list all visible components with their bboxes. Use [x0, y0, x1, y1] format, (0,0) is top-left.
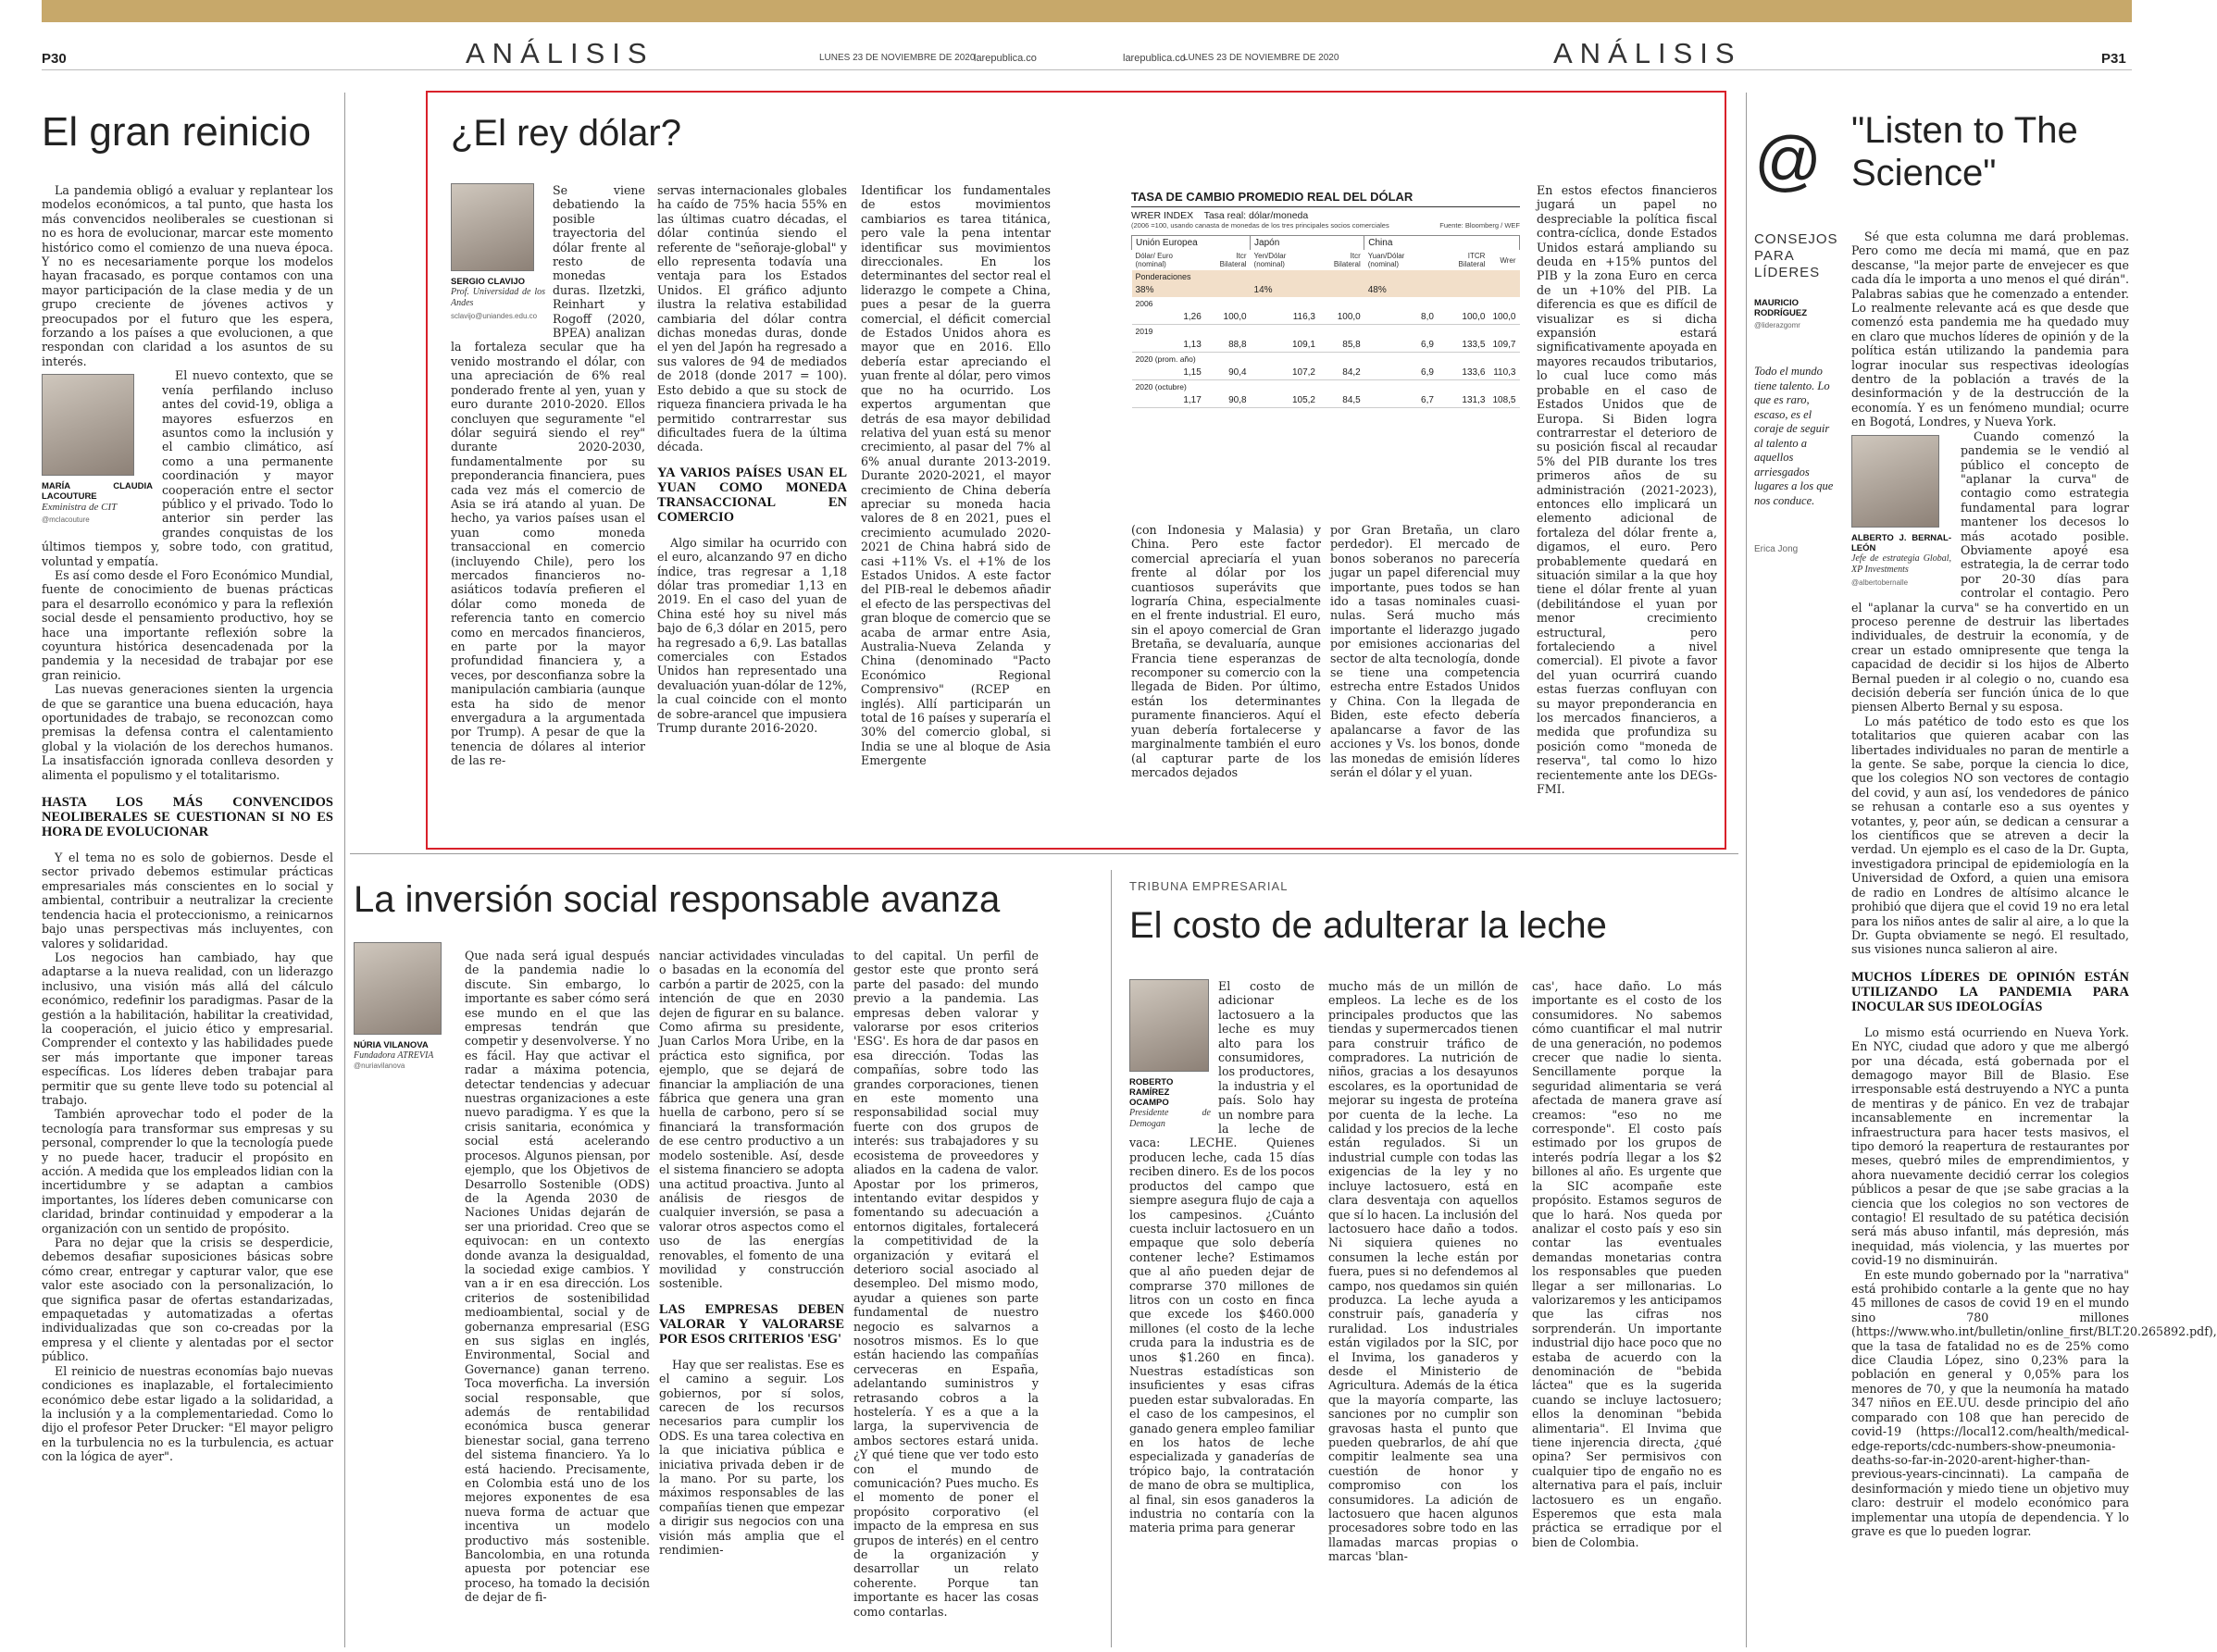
consejos-handle[interactable]: @liderazgomr	[1754, 321, 1800, 329]
fx-cell: 1,26	[1183, 312, 1202, 322]
date-left: LUNES 23 DE NOVIEMBRE DE 2020	[819, 53, 976, 63]
fx-col-header-row: Dólar/ Euro (nominal) Itcr Bilateral Yen/Dólar (nominal) Itcr Bilateral Yuan/Dólar (nominal) ITCR Bilateral Wrer	[1135, 252, 1516, 268]
author-photo	[1129, 979, 1209, 1072]
fx-index-line: WRER INDEX Tasa real: dólar/moneda	[1131, 210, 1309, 221]
author-box-ramirez: ROBERTO RAMÍREZ OCAMPO Presidente de Demogan	[1129, 979, 1211, 1130]
fx-note-line: (2006 =100, usando canasta de monedas de los tres principales socios comerciales Fuente: Bloomberg / WEF	[1131, 221, 1520, 230]
consejos-author: MAURICIO RODRÍGUEZ	[1754, 298, 1807, 318]
page-number-left: P30	[42, 51, 67, 67]
fx-row-year: 2020 (octubre)	[1135, 382, 1187, 391]
fx-cell: 1,13	[1183, 340, 1202, 350]
dolar-col-1: SERGIO CLAVIJO Prof. Universidad de los Andes sclavijo@uniandes.edu.co Se viene debatiendo la posible trayectoria del dólar frente al resto de monedas duras. Ilzetzki, Reinhart y Rogoff (2020, BPEA) analizan la fortaleza secular que ha venido mostrando el dólar, con una apreciación de 6% real ponderado frente al yen, yuan y euro durante 2010-2020. Ellos concluyen que seguramente "el dólar seguirá siendo el rey" durante 2020-2030, fundamentalmente por su preponderancia financiera, pues cada vez más el comercio de Asia se irá atando al yuan. De hecho, ya varios países usan el yuan como moneda transaccional en comercio (incluyendo Chile), pero los mercados financieros no-asiáticos todavía prefieren el dólar como moneda de referencia tanto en comercio como en mercados financieros, en parte por la mayor profundidad financiera y, a veces, por desconfianza sobre la manipulación cambiaria (aunque esta ha sido de menor envergadura a la argumentada por Trump). A pesar de que la tenencia de dólares al interior de las re-	[451, 183, 646, 768]
fx-cell: 88,8	[1228, 340, 1247, 350]
section-title-right: ANÁLISIS	[1553, 37, 1742, 69]
fx-cell: 100,0	[1223, 312, 1247, 322]
leche-col-1: ROBERTO RAMÍREZ OCAMPO Presidente de Demogan El costo de adicionar lactosuero a la leche es muy alto para los consumidores, los productores, la industria y el país. Solo hay un nombre para la leche de vaca: LECHE. Quienes producen leche, cada 15 días reciben dinero. Es de los pocos productos del campo que siempre asegura flujo de caja a los campesinos. ¿Cuánto cuesta incluir lactosuero en un empaque que solo debería contener leche? Estimamos que al año pueden dejar de comprarse 370 millones de litros con un costo en finca que excede los $460.000 millones (el costo de la leche cruda para la industria es de unos $1.260 en finca). Nuestras estadísticas son insuficientes y esas cifras pueden estar subvaloradas. En el caso de los campesinos, el ganado genera empleo familiar en los hatos de leche especializada y ganaderías de trópico bajo, la contratación de mano de obra se multiplica, al final, sin esos ganaderos la industria no contaría con la materia prima para generar	[1129, 979, 1314, 1535]
fx-cell: 100,0	[1492, 312, 1516, 322]
fx-row	[1132, 338, 1520, 353]
fx-group-row: Unión Europea Japón China	[1132, 236, 1520, 251]
divider-right	[1746, 93, 1747, 1647]
fx-row-year: 2020 (prom. año)	[1135, 354, 1196, 364]
fx-cell: 90,4	[1228, 367, 1247, 378]
author-box-vilanova: NÚRIA VILANOVA Fundadora ATREVIA @nuriavilanova	[354, 942, 446, 1070]
fx-cell: 131,3	[1462, 395, 1486, 405]
fx-cell: 109,7	[1492, 340, 1516, 350]
fx-row	[1132, 310, 1520, 325]
fx-weights-row: Ponderaciones	[1132, 270, 1520, 283]
site-left[interactable]: larepublica.co	[974, 53, 1037, 64]
fx-cell: 109,1	[1291, 340, 1315, 350]
fx-weights-values: 38% 14% 48%	[1132, 283, 1520, 297]
subhead-science: MUCHOS LÍDERES DE OPINIÓN ESTÁN UTILIZANDO LA PANDEMIA PARA INOCULAR SUS IDEOLOGÍAS	[1851, 969, 2129, 1014]
fx-row-year: 2006	[1135, 299, 1153, 308]
fx-cell: 90,8	[1228, 395, 1247, 405]
article-title-reinicio: El gran reinicio	[42, 109, 312, 155]
divider-left	[344, 93, 345, 1647]
fx-row-label	[1132, 353, 1520, 366]
fx-cell: 100,0	[1337, 312, 1361, 322]
leche-col-3: cas', hace daño. Lo más importante es el costo de los consumidores. No sabemos cómo cuantificar el mal nutrir de una generación, no podemos crecer que nadie lo sienta. Sencillamente porque la seguridad alimentaria se verá afectada de manera grave así creamos: "eso no me corresponde". El costo país estimado por los grupos de interés podría llegar a los $2 billones al año. Es urgente que la SIC acompañe este propósito. Estamos seguros de que lo hará. Nos queda por analizar el costo país y eso sin contar las eventuales demandas monetarias contra los responsables que pueden llegar a ser millonarias. Lo valorizaremos y les anticipamos que las cifras nos sorprenderán. Un importante industrial dijo hace poco que no estaba de acuerdo con la denominación de "bebida láctea" que es la sugerida cuando se incluye lactosuero; ellos la denominan "bebida alimentaria". El Invima que tiene injerencia directa, ¿qué opina? Ser permisivos con cualquier tipo de engaño no es alternativa para el país, incluir lactosuero es un engaño. Esperemos que esta mala práctica se erradique por el bien de Colombia.	[1532, 979, 1722, 1549]
header-rule	[42, 69, 2132, 70]
author-box-bernal: ALBERTO J. BERNAL-LEÓN Jefe de estrategia Global, XP Investments @albertobernalle	[1851, 435, 1951, 590]
author-photo	[1851, 435, 1939, 528]
fx-cell: 6,9	[1421, 340, 1434, 350]
fx-cell: 100,0	[1462, 312, 1486, 322]
fx-row	[1132, 393, 1520, 408]
consejos-quote: Todo el mundo tiene talento. Lo que es raro, escaso, es el coraje de seguir al talento a aquellos arriesgados lugares a los que nos conduce.	[1754, 365, 1834, 507]
fx-cell: 84,2	[1342, 367, 1361, 378]
fx-cell: 1,17	[1183, 395, 1202, 405]
divider-mid	[350, 853, 1738, 854]
fx-cell: 133,6	[1462, 367, 1486, 378]
dolar-col-5: por Gran Bretaña, un claro perdedor). El mercado de bonos soberanos no parecería jugar un papel diferencial muy importante, pues todos se han ido a tasas nominales cuasi-nulas. Será mucho más importante el liderazgo jugado por emisiones accionarias del sector de alta tecnología, donde se tiene una competencia estrecha entre Estados Unidos y China. Con la llegada de Biden, este efecto debería apalancarse a favor de las acciones y Vs. los bonos, donde las monedas de emisión líderes serán el dólar y el yuan.	[1330, 523, 1521, 779]
page-number-right: P31	[2101, 51, 2126, 67]
fx-cell: 110,3	[1493, 367, 1516, 378]
fx-row-label	[1132, 297, 1520, 310]
section-title-left: ANÁLISIS	[466, 37, 654, 69]
fx-row	[1132, 366, 1520, 380]
subhead-dolar: YA VARIOS PAÍSES USAN EL YUAN COMO MONEDA TRANSACCIONAL EN COMERCIO	[657, 465, 847, 525]
author-photo	[42, 374, 134, 476]
dolar-col-2: servas internacionales globales ha caído de 75% hacia 55% en las últimas cuatro décadas, el dólar continúa siendo el referente de "señoraje-global" y ello representa todavía una ventaja para los Estados Unidos. El gráfico adjunto ilustra la relativa estabilidad cambiaria del dólar contra dichas monedas duras, donde el yen del Japón ha regresado a sus valores de 94 de mediados de 2018 (donde 2017 = 100). Esto debido a que su stock de riqueza financiera privada le ha permitido contrarrestar sus dificultades fuera de la última década. YA VARIOS PAÍSES USAN EL YUAN COMO MONEDA TRANSACCIONAL EN COMERCIO Algo similar ha ocurrido con el euro, alcanzando 97 en dicho índice, tras regresar a 1,18 dólar tras promediar 1,13 en 2019. En el caso del yuan de China esté hoy su nivel más bajo de 6,3 dólar en 2015, pero ha regresado a 6,9. Las batallas comerciales con Estados Unidos han representado una devaluación yuan-dólar de 12%, la cual coincide con el monto de sobre-arancel que impusiera Trump durante 2016-2020.	[657, 183, 847, 735]
dolar-col-6: En estos efectos financieros jugará un papel no despreciable la política fiscal contra-cíclica, donde Estados Unidos estará ampliando su deuda en +15% puntos del PIB y la zona Euro en cerca de un +10% del PIB. La diferencia es que es difícil de visualizar es si dicha expansión estará significativamente apoyada en mayores recaudos tributarios, lo cual luce como más probable en el caso de Estados Unidos que de Europa. Si Biden logra contrarrestar el deterioro de su posición fiscal al recaudar 5% del PIB durante los tres primeros años de su administración (2021-2023), entonces ello implicará un elemento adicional de fortaleza del dólar frente a, digamos, el euro. Pero probablemente quedará en situación similar a la que hoy tiene el dólar frente al yuan (debilitándose el yuan por menor crecimiento estructural, pero fortaleciendo a nivel comercial). El pivote a favor del yuan ocurrirá cuando estas fuerzas confluyan con su mayor preponderancia en los mercados financieros, a medida que profundiza su posición como "moneda de reserva", tal como lo hizo recientemente ante los DEGs-FMI.	[1537, 183, 1717, 797]
fx-data-rows	[1132, 297, 1520, 408]
leche-col-2: mucho más de un millón de empleos. La leche es de los principales productos que las tiendas y supermercados tienen para construir tráfico de compradores. La nutrición de niños, gracias a los desayunos escolares, es la oportunidad de mejorar su ingesta de proteína por cuenta de la leche. La calidad y los precios de la leche están regulados. Si un industrial cumple con todas las exigencias de la ley y no incluye lactosuero, está en clara desventaja con aquellos que sí lo hacen. La inclusión del lactosuero hace daño a todos. Ni siquiera quienes no consumen la leche están por fuera, pues si no defendemos al campo, nos quedamos sin quién produzca. La leche ayuda a construir país, ganadería y ruralidad. Los industriales están vigilados por la SIC, por el Invima, los ganaderos y desde el Ministerio de Agricultura. Además de la ética que la mayoría comparte, las sanciones por no cumplir son gravosas hasta el punto que pueden quebrarlos, de ahí que compitir lealmente sea una cuestión de honor y compromiso con los consumidores. La adición de lactosuero que hacen algunos procesadores sobre todo en las llamadas marcas propias o marcas 'blan-	[1328, 979, 1518, 1564]
author-box-clavijo: SERGIO CLAVIJO Prof. Universidad de los Andes sclavijo@uniandes.edu.co	[451, 183, 545, 323]
fx-cell: 85,8	[1342, 340, 1361, 350]
fx-row-label	[1132, 325, 1520, 339]
fx-cell: 84,5	[1342, 395, 1361, 405]
fx-cell: 116,3	[1292, 312, 1315, 322]
fx-cell: 6,7	[1421, 395, 1434, 405]
article-title-inversion: La inversión social responsable avanza	[354, 879, 1001, 920]
fx-table-box	[1131, 190, 1520, 408]
fx-cell: 1,15	[1183, 367, 1202, 378]
divider-bottom-center	[1111, 870, 1112, 1647]
article-body-science: Sé que esta columna me dará problemas. Pero como me decía mi mamá, que en paz descanse, "la mejor parte de envejecer es que cada día le importa a uno menos el qué dirán". Palabras sabias que he comenzado a entender. Lo realmente relevante acá es que desde que comenzó esta pandemia me ha quedado muy en claro que muchos líderes de opinión y de la política están utilizando la pandemia para lograr inocular sus respectivas ideologías dentro de la población a través de la desinformación y de la destrucción de la economía. Y es un fenómeno mundial; ocurre en Bogotá, Londres, y Nueva York. ALBERTO J. BERNAL-LEÓN Jefe de estrategia Global, XP Investments @albertobernalle Cuando comenzó la pandemia se le vendió al público el concepto de "aplanar la curva" de contagio como estrategia fundamental para lograr mantener los decesos lo más acotado posible. Obviamente apoyé esa estrategia, la de cerrar todo por 20-30 días para controlar el contagio. Pero el "aplanar la curva" se ha convertido en un proceso perenne de destruir las libertades individuales, de destruir la economía, y de crear un estado omnipresente que tenga la capacidad de decidir si los hijos de Alberto Bernal pueden ir al colegio o no, cuando esa decisión debería ser función única de lo que piensen Alberto Bernal y su esposa. Lo más patético de todo esto es que los totalitarios que quieren acabar con las libertades individuales no paran de mentirle a la gente. Se sabe, porque la ciencia lo dice, que los colegios NO son vectores de contagio del covid, y aun así, los vendedores de pánico se rehusan a contarle eso a sus oyentes y votantes, y, peor aún, se dedican a censurar a los científicos que se atreven a decir la verdad. Un ejemplo es el caso de la Dr. Gupta, investigadora principal de epidemiología en la Universidad de Oxford, a quien una emisora de radio en Londres de altísimo alcance le prohibió que dijera que el covid 19 no era letal para los niños antes de salir al aire, a lo que la Dr. Gupta obviamente se negó. El resultado, sus visiones nunca salieron al aire. MUCHOS LÍDERES DE OPINIÓN ESTÁN UTILIZANDO LA PANDEMIA PARA INOCULAR SUS IDEOLOGÍAS Lo mismo está ocurriendo en Nueva York. En NYC, ciudad que adoro y que me albergó por una década, está gobernada por el demagogo mayor Bill de Blasio. Ese irresponsable está destruyendo a NYC a punta de mentiras y de pánico. En vez de trabajar incansablemente en incrementar la infraestructura para hacer tests masivos, el tipo demoró la reapertura de restaurantes por meses, quebró miles de emprendimientos, y ahora nuevamente decidió cerrar los colegios públicos a pesar de que ¡se sabe gracias a la ciencia que los colegios no son vectores de contagio! El resultado de su patética decisión será más abuso infantil, más depresión, más inequidad, más violencia, y las muertes por covid-19 no disminuirán. En este mundo gobernado por la "narrativa" está prohibido contarle a la gente que no hay 45 millones de casos de covid 19 en el mundo sino 780 millones (https://www.who.int/bulletin/online_first/BLT.20.265892.pdf), que la tasa de fatalidad no es de 25% como dice Claudia López, sino 0,23% para la población en general y 0,05% para los menores de 70, y que la neumonía ha matado 347 niños en EE.UU. desde principio del año comparado con 108 que han perecido de covid-19 (https://local12.com/health/medical-edge-reports/cdc-numbers-show-pneumonia-deaths-so-far-in-2020-arent-higher-than-previous-years-cincinnati). La campaña de desinformación y miedo tiene un objetivo muy claro: destruir el modelo económico para implementar una utopía de dependencia. Y lo grave es que lo pueden lograr.	[1851, 230, 2217, 1538]
fx-cell: 108,5	[1492, 395, 1516, 405]
inversion-col-1: Que nada será igual después de la pandemia nadie lo discute. Sin embargo, lo importante es saber cómo será ese mundo en el que las empresas tendrán que competir y desenvolverse. Y no es fácil. Hay que activar el radar a máxima potencia, detectar tendencias y adecuar nuestras organizaciones a este nuevo paradigma. Y es que la crisis sanitaria, económica y social está acelerando procesos. Algunos piensan, por ejemplo, que los Objetivos de Desarrollo Sostenible (ODS) de la Agenda 2030 de Naciones Unidas dejarán de ser una prioridad. Creo que se equivocan: en un contexto donde avanza la desigualdad, la sociedad exige cambios. Y van a ir en esa dirección. Los criterios de sostenibilidad medioambiental, social y de gobernanza empresarial (ESG en sus siglas en inglés, Environmental, Social and Governance) ganan terreno. Toca moverficha. La inversión social responsable, que además de rentabilidad económica busca generar bienestar social, gana terreno del sistema financiero. Ya lo está haciendo. Precisamente, en Colombia está uno de los mejores exponentes de esa nueva forma de actuar que incentiva un modelo productivo más sostenible. Bancolombia, en una rotunda apuesta por potenciar ese proceso, ha tomado la decisión de dejar de fi-	[465, 949, 650, 1605]
fx-cell: 6,9	[1421, 367, 1434, 378]
consejos-label: CONSEJOS PARA LÍDERES	[1754, 231, 1838, 280]
article-title-leche: El costo de adulterar la leche	[1129, 905, 1607, 946]
subhead-inversion: LAS EMPRESAS DEBEN VALORAR Y VALORARSE POR ESOS CRITERIOS 'ESG'	[659, 1301, 844, 1347]
fx-table-title: TASA DE CAMBIO PROMEDIO REAL DEL DÓLAR	[1131, 190, 1520, 207]
fx-row-label	[1132, 380, 1520, 394]
author-photo	[354, 942, 442, 1035]
consejos-quote-author: Erica Jong	[1754, 544, 1799, 554]
at-icon: @	[1754, 124, 1823, 198]
fx-cell: 105,2	[1291, 395, 1315, 405]
author-box-lacouture: MARÍA CLAUDIA LACOUTURE Exministra de CIT @mclacouture	[42, 374, 153, 527]
fx-table	[1131, 235, 1520, 408]
fx-cell: 107,2	[1291, 367, 1315, 378]
top-gold-band	[42, 0, 2132, 22]
date-right: LUNES 23 DE NOVIEMBRE DE 2020	[1183, 53, 1339, 63]
site-right[interactable]: larepublica.co	[1123, 53, 1186, 64]
article-body-reinicio: La pandemia obligó a evaluar y replantear los modelos económicos, a tal punto, que hasta los más convencidos neoliberales se cuestionan si no es hora de evolucionar, marcar este momento histórico como el comienzo de una nueva época. Y no es necesariamente porque los modelos hayan fracasado, es porque contamos con una mayor participación de la clase media y de un grupo creciente de jóvenes activos y preocupados por el futuro que les espera, forzando a los países a que evolucionen, a que respondan con claridad a los asuntos de su interés. MARÍA CLAUDIA LACOUTURE Exministra de CIT @mclacouture El nuevo contexto, que se venía perfilando incluso antes del covid-19, obliga a mayores esfuerzos en asuntos como la inclusión y el cambio climático, así como a una permanente coordinación y mayor cooperación entre el sector público y el privado. Todo lo anterior sin perder las grandes conquistas de los últimos tiempos y, sobre todo, con gratitud, voluntad y empatía. Es así como desde el Foro Económico Mundial, fuente de conocimiento de buenas prácticas para el desarrollo económico y para la reflexión social desde el pensamiento productivo, hoy se hace una importante reflexión sobre la coyuntura histórica desencadenada por la pandemia y la necesidad de trabajar por ese gran reinicio. Las nuevas generaciones sienten la urgencia de que se garantice una buena educación, haya oportunidades de trabajo, se reconozcan como premisas la defensa contra el calentamiento global y la violación de los derechos humanos. La insatisfacción ignorada conlleva desorden y alimenta el populismo y el totalitarismo. HASTA LOS MÁS CONVENCIDOS NEOLIBERALES SE CUESTIONAN SI NO ES HORA DE EVOLUCIONAR Y el tema no es solo de gobiernos. Desde el sector privado debemos estimular prácticas empresariales más conscientes en lo social y ambiental, contribuir a neutralizar la creciente tendencia hacia el proteccionismo, a reinicarnos bajo unas perspectivas más incluyentes, con valores y solidaridad. Los negocios han cambiado, hay que adaptarse a la nueva realidad, con un liderazgo inclusivo, una visión más allá del cálculo económico, redefinir los paradigmas. Pasar de la gestión a la habilitación, habilitar la creatividad, la cooperación, el juicio ético y empresarial. Comprender el contexto y las habilidades puede ser más importante que imponer tareas específicas. Los líderes deben trabajar para permitir que su gente lleve todo su potencial al trabajo. También aprovechar todo el poder de la tecnología para transformar sus empresas y su personal, comprender lo que la tecnología puede y no puede hacer, traducir el propósito en acción. A medida que los empleados lidian con la incertidumbre y se adaptan a cambios importantes, los líderes deben comunicarse con claridad, brindar continuidad y empoderar a la organización con un sentido de propósito. Para no dejar que la crisis se desperdicie, debemos desafiar suposiciones básicas sobre cómo crear, entregar y capturar valor, que ese valor este asociado con la personalización, lo que significa pasar de ofertas estandarizadas, empaquetadas y automatizadas a ofertas individualizadas que son co-creadas por la empresa y el cliente y alentadas por el sector público. El reinicio de nuestras economías bajo nuevas condiciones es inaplazable, el fortalecimiento económico debe estar ligado a la solidaridad, a la inclusión y a la complementariedad. Como lo dijo el profesor Peter Drucker: "El mayor peligro en la turbulencia no es la turbulencia, es actuar con la lógica de ayer".	[42, 183, 333, 1464]
inversion-col-3: to del capital. Un perfil de gestor este que pronto será parte del pasado: del mundo previo a la pandemia. Las empresas deben valorar y valorarse por esos criterios 'ESG'. Es hora de dar pasos en esa dirección. Todas las compañías, sobre todo las grandes corporaciones, tienen en este momento una responsabilidad social muy fuerte con dos grupos de interés: sus trabajadores y su ecosistema de proveedores y aliados en la cadena de valor. Apostar por los primeros, intentando evitar despidos y fomentando su adecuación a entornos digitales, fortalecerá la competitividad de la organización y evitará el deterioro social asociado al desempleo. Del mismo modo, ayudar a quienes son parte fundamental de nuestro negocio es salvarnos a nosotros mismos. Es lo que están haciendo las compañías cerveceras en España, adelantando suministros y retrasando cobros a la hostelería. Y es a que a la larga, la supervivencia de ambos sectores estará unida. ¿Y qué tiene que ver todo esto con el mundo de comunicación? Pues mucho. Es el momento de poner el propósito corporativo (el impacto de la empresa en sus grupos de interés) en el centro de la organización y desarrollar un relato coherente. Porque tan importante es hacer las cosas como contarlas.	[853, 949, 1039, 1619]
fx-cell: 133,5	[1462, 340, 1486, 350]
fx-cell: 8,0	[1421, 312, 1434, 322]
fx-row-year: 2019	[1135, 327, 1153, 336]
article-title-dolar: ¿El rey dólar?	[451, 113, 681, 154]
dolar-col-3: Identificar los fundamentales de estos movimientos cambiarios es tarea titánica, pero vale la pena intentar identificar sus movimientos direccionales. En los determinantes del sector real el liderazgo le compete a China, pues a pesar de la guerra comercial, el déficit comercial de Estados Unidos ahora es mayor que en 2016. Ello debería estar apreciando el yuan frente al dólar, pero vimos que no ha ocurrido. Los expertos argumentan que detrás de esa mayor debilidad relativa del yuan está su menor crecimiento, al pasar del 7% al 6% anual durante 2013-2019. Durante 2020-2021, el mayor crecimiento de China debería apreciar su moneda hacia valores de 8 en 2021, pues el crecimiento acumulado 2020-2021 de China habrá sido de casi +11% Vs. el +1% de los Estados Unidos. A este factor del PIB-real le debemos añadir el efecto de las perspectivas del gran bloque de comercio que se acaba de armar entre Asia, Australia-Nueva Zelanda y China (denominado "Pacto Económico Regional Comprensivo" (RCEP en inglés). Allí participarán un total de 16 países y superaría el 30% del comercio global, si India se une al bloque de Asia Emergente	[861, 183, 1051, 768]
kicker-leche: TRIBUNA EMPRESARIAL	[1129, 879, 1289, 893]
article-title-science: "Listen to The Science"	[1851, 110, 2078, 193]
inversion-col-2: nanciar actividades vinculadas o basadas en la economía del carbón a partir de 2025, con la intención de que en 2030 dejen de figurar en su balance. Como afirma su presidente, Juan Carlos Mora Uribe, en la práctica esto significa, por ejemplo, que se dejará de financiar la ampliación de una fábrica que genera una gran huella de carbono, pero sí se financiará la transformación de ese centro productivo a un modelo sostenible. Así, desde el sistema financiero se adopta una actitud proactiva. Junto al análisis de riesgos de cualquier inversión, se pasa a valorar otros aspectos como el uso de las energías renovables, el fomento de una movilidad y construcción sostenible. LAS EMPRESAS DEBEN VALORAR Y VALORARSE POR ESOS CRITERIOS 'ESG' Hay que ser realistas. Ese es el camino a seguir. Los gobiernos, por sí solos, carecen de los recursos necesarios para cumplir los ODS. Es una tarea colectiva en la que iniciativa pública e iniciativa privada deben ir de la mano. Por su parte, los máximos responsables de las compañías tienen que empezar a dirigir sus negocios con una visión más amplia que el rendimien-	[659, 949, 844, 1558]
author-photo	[451, 183, 534, 271]
dolar-col-4: (con Indonesia y Malasia) y China. Pero este factor comercial apreciaría el yuan frente al dólar por los cuantiosos superávits que lograría China, especialmente en el frente industrial. El euro, sin el apoyo comercial de Gran Bretaña, se devaluaría, aunque Francia tiene esperanzas de recomponer su comercio con la llegada de Biden. Por último, están los determinantes puramente financieros. Aquí el yuan debería fortalecerse y marginalmente también el euro (al capturar parte de los mercados dejados	[1131, 523, 1321, 779]
subhead-reinicio: HASTA LOS MÁS CONVENCIDOS NEOLIBERALES SE CUESTIONAN SI NO ES HORA DE EVOLUCIONAR	[42, 795, 333, 840]
